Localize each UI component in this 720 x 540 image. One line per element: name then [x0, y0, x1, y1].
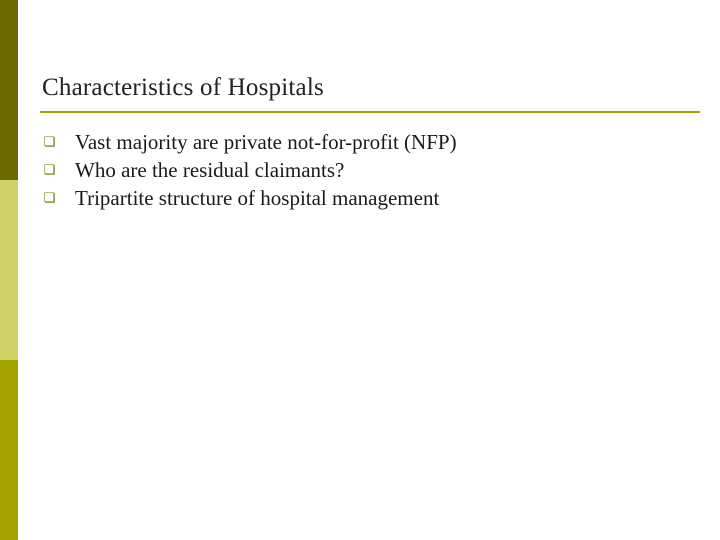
title-underline	[40, 111, 700, 113]
side-band-bottom	[0, 360, 18, 540]
bullet-list	[42, 128, 457, 212]
bullet-item-2	[42, 156, 457, 184]
slide-title: Characteristics of Hospitals	[42, 74, 324, 101]
bullet-item-1	[42, 128, 457, 156]
bullet-text-2: Who are the residual claimants?	[75, 157, 345, 182]
bullet-text-1: Vast majority are private not-for-profit (NFP)	[75, 129, 457, 154]
square-bullet-icon: ❑	[43, 190, 56, 206]
bullet-item-3	[42, 184, 457, 212]
side-band-middle	[0, 180, 18, 360]
square-bullet-icon: ❑	[43, 162, 56, 178]
square-bullet-icon: ❑	[43, 134, 56, 150]
side-band-top	[0, 0, 18, 180]
bullet-text-3: Tripartite structure of hospital management	[75, 185, 440, 210]
